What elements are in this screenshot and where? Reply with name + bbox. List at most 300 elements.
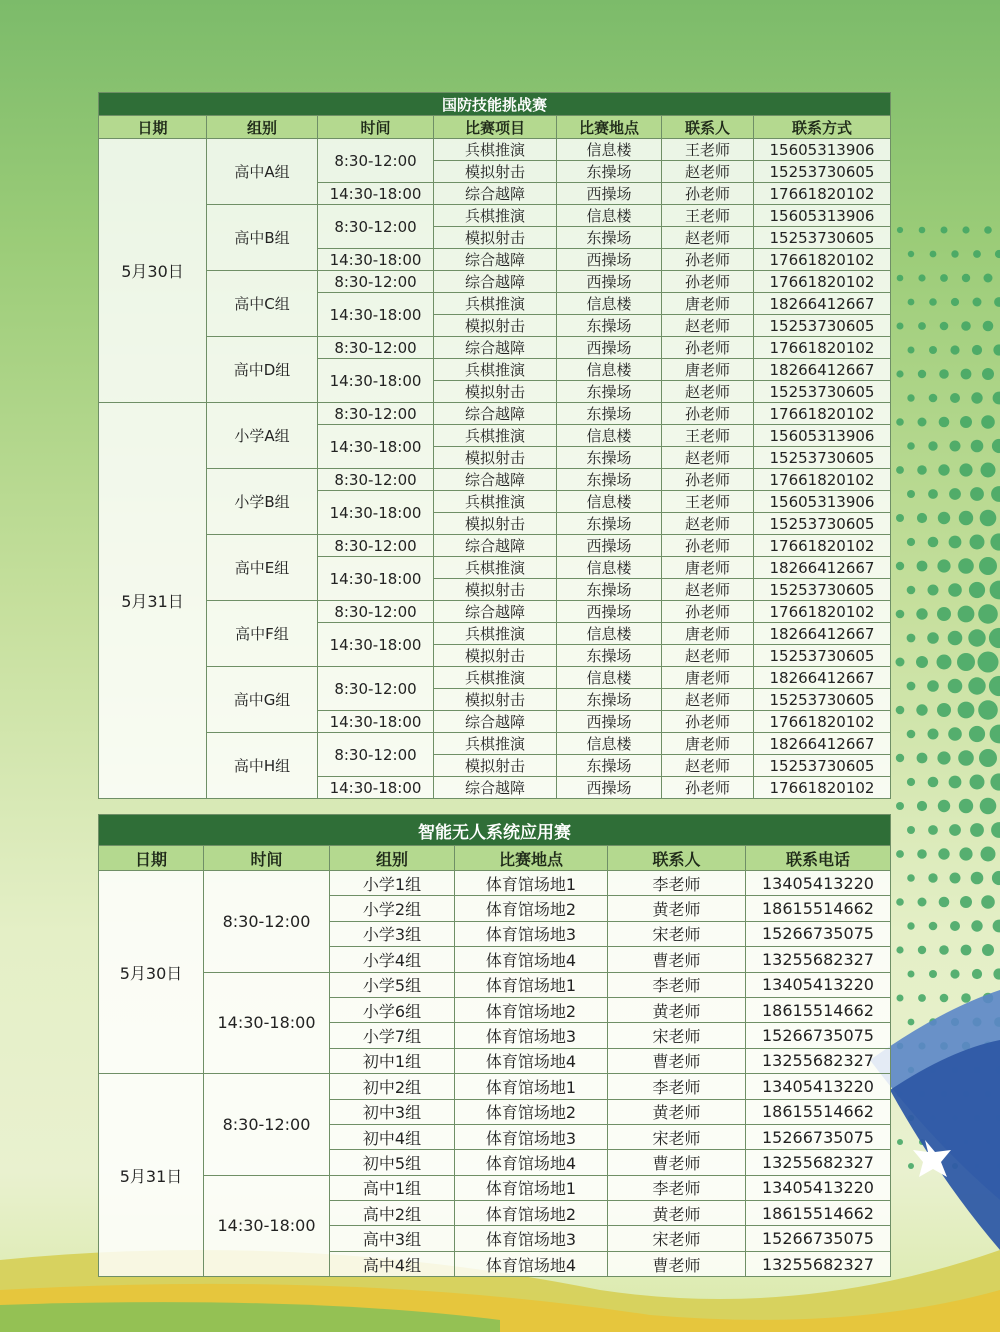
column-header: 比赛项目 — [434, 116, 557, 139]
decor-dot — [978, 652, 999, 673]
table-row — [99, 469, 891, 491]
decor-dot — [962, 226, 969, 233]
decor-dot — [961, 993, 971, 1003]
decor-dot — [950, 345, 959, 354]
contact-cell: 唐老师 — [662, 733, 754, 755]
contact-cell: 赵老师 — [662, 689, 754, 711]
table-row — [99, 403, 891, 425]
decor-dot — [928, 537, 939, 548]
event-cell: 综合越障 — [434, 403, 557, 425]
decor-dot — [971, 872, 984, 885]
decor-dot — [907, 826, 915, 834]
contact-cell: 孙老师 — [662, 249, 754, 271]
decor-dot — [916, 704, 927, 715]
decor-dot — [940, 994, 949, 1003]
contact-cell: 赵老师 — [662, 645, 754, 667]
date-cell: 5月31日 — [99, 403, 207, 799]
group-cell: 小学B组 — [207, 469, 318, 535]
decor-dot — [896, 850, 904, 858]
location-cell: 西操场 — [557, 777, 662, 799]
location-cell: 体育馆场地1 — [455, 1175, 608, 1200]
phone-cell: 13405413220 — [746, 1175, 891, 1200]
decor-dot — [961, 321, 971, 331]
decor-dot — [940, 274, 948, 282]
decor-dot — [896, 802, 904, 810]
location-cell: 体育馆场地2 — [455, 997, 608, 1022]
phone-cell: 15253730605 — [754, 689, 891, 711]
decor-dot — [928, 441, 937, 450]
contact-cell: 唐老师 — [662, 667, 754, 689]
contact-cell: 李老师 — [608, 1074, 746, 1099]
time-cell: 14:30-18:00 — [204, 1175, 330, 1277]
time-cell: 14:30-18:00 — [318, 425, 434, 469]
decor-dot — [981, 847, 996, 862]
group-cell: 高中E组 — [207, 535, 318, 601]
decor-dot — [984, 226, 992, 234]
contact-cell: 孙老师 — [662, 403, 754, 425]
decor-dot — [972, 345, 982, 355]
decor-dot — [973, 250, 981, 258]
decor-dot — [908, 347, 915, 354]
decor-dot — [916, 608, 927, 619]
location-cell: 西操场 — [557, 711, 662, 733]
event-cell: 兵棋推演 — [434, 623, 557, 645]
decor-dot — [938, 800, 950, 812]
decor-dot — [970, 823, 984, 837]
event-cell: 综合越障 — [434, 249, 557, 271]
decor-dot — [908, 1163, 914, 1169]
decor-dot — [973, 298, 982, 307]
event-cell: 综合越障 — [434, 271, 557, 293]
decor-dot — [917, 801, 927, 811]
contact-cell: 曹老师 — [608, 1048, 746, 1073]
phone-cell: 15253730605 — [754, 381, 891, 403]
decor-dot — [958, 702, 975, 719]
location-cell: 西操场 — [557, 183, 662, 205]
decor-dot — [948, 631, 963, 646]
decor-dot — [938, 848, 949, 859]
phone-cell: 15253730605 — [754, 513, 891, 535]
phone-cell: 18615514662 — [746, 997, 891, 1022]
decor-dot — [907, 922, 914, 929]
decor-dot — [896, 514, 904, 522]
phone-cell: 15605313906 — [754, 205, 891, 227]
decor-dot — [992, 871, 1000, 885]
group-cell: 初中2组 — [330, 1074, 455, 1099]
decor-dot — [930, 251, 937, 258]
contact-cell: 黄老师 — [608, 997, 746, 1022]
contact-cell: 赵老师 — [662, 381, 754, 403]
decor-dot — [908, 971, 915, 978]
phone-cell: 13255682327 — [746, 1150, 891, 1175]
column-header: 时间 — [318, 116, 434, 139]
decor-dot — [993, 392, 1000, 405]
decor-dot — [937, 703, 951, 717]
time-cell: 8:30-12:00 — [204, 871, 330, 973]
table-row — [99, 871, 891, 896]
decor-dot — [937, 655, 952, 670]
location-cell: 体育馆场地2 — [455, 896, 608, 921]
decor-dot — [896, 706, 905, 715]
phone-cell: 18266412667 — [754, 359, 891, 381]
location-cell: 体育馆场地3 — [455, 1023, 608, 1048]
decor-dot — [948, 727, 962, 741]
phone-cell: 15266735075 — [746, 1124, 891, 1149]
event-cell: 兵棋推演 — [434, 293, 557, 315]
location-cell: 体育馆场地4 — [455, 947, 608, 972]
phone-cell: 18266412667 — [754, 293, 891, 315]
date-cell: 5月31日 — [99, 1074, 204, 1277]
location-cell: 西操场 — [557, 249, 662, 271]
decor-dot — [939, 369, 949, 379]
contact-cell: 孙老师 — [662, 601, 754, 623]
phone-cell: 15253730605 — [754, 645, 891, 667]
location-cell: 东操场 — [557, 447, 662, 469]
location-cell: 体育馆场地1 — [455, 1074, 608, 1099]
contact-cell: 赵老师 — [662, 315, 754, 337]
decor-dot — [979, 749, 997, 767]
table1-title: 国防技能挑战赛 — [99, 93, 891, 116]
decor-dot — [989, 628, 1000, 648]
decor-dot — [995, 250, 1000, 258]
phone-cell: 15253730605 — [754, 755, 891, 777]
event-cell: 兵棋推演 — [434, 205, 557, 227]
decor-dot — [958, 606, 975, 623]
table-row — [99, 1175, 891, 1200]
group-cell: 小学5组 — [330, 972, 455, 997]
group-cell: 初中1组 — [330, 1048, 455, 1073]
decor-dot — [928, 585, 939, 596]
decor-dot — [990, 533, 1000, 550]
decor-dot — [940, 322, 949, 331]
location-cell: 信息楼 — [557, 623, 662, 645]
decor-dot — [937, 559, 950, 572]
decor-dot — [959, 799, 973, 813]
table2-title: 智能无人系统应用赛 — [99, 815, 891, 846]
contact-cell: 赵老师 — [662, 513, 754, 535]
decor-dot — [990, 581, 1000, 600]
location-cell: 东操场 — [557, 381, 662, 403]
decor-dot — [929, 298, 937, 306]
decor-dot — [959, 847, 972, 860]
decor-dot — [907, 442, 915, 450]
decor-dot — [939, 417, 950, 428]
phone-cell: 13405413220 — [746, 972, 891, 997]
decor-dot — [991, 822, 1000, 838]
time-cell: 8:30-12:00 — [318, 535, 434, 557]
decor-dot — [951, 250, 958, 257]
contact-cell: 孙老师 — [662, 183, 754, 205]
phone-cell: 18266412667 — [754, 623, 891, 645]
phone-cell: 13405413220 — [746, 871, 891, 896]
contact-cell: 孙老师 — [662, 711, 754, 733]
decor-dot — [993, 344, 1000, 355]
phone-cell: 17661820102 — [754, 271, 891, 293]
column-header: 组别 — [207, 116, 318, 139]
unmanned-system-schedule-table — [98, 814, 891, 1277]
time-cell: 8:30-12:00 — [318, 601, 434, 623]
decor-dot — [950, 969, 959, 978]
decor-dot — [991, 486, 1000, 502]
group-cell: 高中G组 — [207, 667, 318, 733]
contact-cell: 宋老师 — [608, 1124, 746, 1149]
decor-dot — [970, 487, 984, 501]
event-cell: 模拟射击 — [434, 755, 557, 777]
event-cell: 模拟射击 — [434, 645, 557, 667]
group-cell: 初中4组 — [330, 1124, 455, 1149]
decor-dot — [917, 849, 927, 859]
time-cell: 8:30-12:00 — [318, 139, 434, 183]
phone-cell: 18615514662 — [746, 1201, 891, 1226]
contact-cell: 赵老师 — [662, 755, 754, 777]
table-row — [99, 139, 891, 161]
decor-dot — [896, 418, 904, 426]
event-cell: 模拟射击 — [434, 689, 557, 711]
phone-cell: 15266735075 — [746, 921, 891, 946]
location-cell: 信息楼 — [557, 205, 662, 227]
phone-cell: 15253730605 — [754, 579, 891, 601]
group-cell: 初中3组 — [330, 1099, 455, 1124]
decor-dot — [928, 825, 938, 835]
decor-dot — [917, 753, 928, 764]
group-cell: 高中C组 — [207, 271, 318, 337]
time-cell: 8:30-12:00 — [318, 667, 434, 711]
location-cell: 东操场 — [557, 469, 662, 491]
phone-cell: 18266412667 — [754, 557, 891, 579]
decor-dot — [907, 586, 916, 595]
event-cell: 模拟射击 — [434, 513, 557, 535]
event-cell: 综合越障 — [434, 337, 557, 359]
contact-cell: 孙老师 — [662, 777, 754, 799]
decor-dot — [971, 920, 982, 931]
decor-dot — [982, 944, 994, 956]
location-cell: 东操场 — [557, 579, 662, 601]
column-header: 日期 — [99, 116, 207, 139]
event-cell: 模拟射击 — [434, 579, 557, 601]
time-cell: 14:30-18:00 — [318, 557, 434, 601]
phone-cell: 18615514662 — [746, 1099, 891, 1124]
decor-dot — [949, 776, 962, 789]
contact-cell: 王老师 — [662, 139, 754, 161]
group-cell: 小学3组 — [330, 921, 455, 946]
decor-dot — [896, 754, 904, 762]
location-cell: 西操场 — [557, 535, 662, 557]
location-cell: 东操场 — [557, 161, 662, 183]
decor-dot — [928, 777, 939, 788]
decor-dot — [896, 562, 904, 570]
decor-dot — [917, 465, 927, 475]
group-cell: 高中H组 — [207, 733, 318, 799]
contact-cell: 唐老师 — [662, 623, 754, 645]
contact-cell: 孙老师 — [662, 337, 754, 359]
date-cell: 5月30日 — [99, 871, 204, 1074]
location-cell: 西操场 — [557, 601, 662, 623]
phone-cell: 15605313906 — [754, 491, 891, 513]
phone-cell: 17661820102 — [754, 337, 891, 359]
phone-cell: 13255682327 — [746, 947, 891, 972]
column-header: 联系电话 — [746, 846, 891, 871]
decor-dot — [917, 513, 927, 523]
decor-dot — [897, 275, 904, 282]
contact-cell: 赵老师 — [662, 227, 754, 249]
event-cell: 兵棋推演 — [434, 667, 557, 689]
decor-dot — [937, 607, 951, 621]
time-cell: 8:30-12:00 — [318, 205, 434, 249]
column-header: 比赛地点 — [455, 846, 608, 871]
decor-dot — [958, 750, 974, 766]
contact-cell: 唐老师 — [662, 359, 754, 381]
group-cell: 小学A组 — [207, 403, 318, 469]
table-row — [99, 667, 891, 689]
event-cell: 模拟射击 — [434, 161, 557, 183]
time-cell: 14:30-18:00 — [318, 777, 434, 799]
decor-dot — [907, 778, 915, 786]
group-cell: 高中1组 — [330, 1175, 455, 1200]
decor-dot — [951, 298, 959, 306]
location-cell: 体育馆场地4 — [455, 1048, 608, 1073]
table-row — [99, 733, 891, 755]
decor-dot — [959, 463, 972, 476]
phone-cell: 15605313906 — [754, 425, 891, 447]
decor-dot — [918, 418, 927, 427]
column-header: 联系方式 — [754, 116, 891, 139]
decor-dot — [896, 610, 905, 619]
decor-dot — [981, 415, 995, 429]
group-cell: 小学6组 — [330, 997, 455, 1022]
decor-dot — [968, 677, 985, 694]
location-cell: 西操场 — [557, 271, 662, 293]
decor-dot — [896, 466, 904, 474]
event-cell: 综合越障 — [434, 601, 557, 623]
group-cell: 小学1组 — [330, 871, 455, 896]
decor-dot — [907, 730, 916, 739]
event-cell: 综合越障 — [434, 711, 557, 733]
phone-cell: 15253730605 — [754, 227, 891, 249]
location-cell: 西操场 — [557, 337, 662, 359]
group-cell: 高中F组 — [207, 601, 318, 667]
decor-dot — [907, 874, 915, 882]
contact-cell: 黄老师 — [608, 896, 746, 921]
decor-dot — [917, 561, 928, 572]
location-cell: 信息楼 — [557, 293, 662, 315]
column-header: 时间 — [204, 846, 330, 871]
event-cell: 兵棋推演 — [434, 557, 557, 579]
contact-cell: 曹老师 — [608, 1251, 746, 1276]
group-cell: 高中3组 — [330, 1226, 455, 1251]
time-cell: 8:30-12:00 — [318, 403, 434, 425]
event-cell: 综合越障 — [434, 469, 557, 491]
decor-dot — [938, 512, 950, 524]
decor-dot — [980, 510, 997, 527]
decor-dot — [918, 274, 925, 281]
location-cell: 信息楼 — [557, 425, 662, 447]
decor-dot — [971, 392, 982, 403]
phone-cell: 13255682327 — [746, 1048, 891, 1073]
phone-cell: 15253730605 — [754, 161, 891, 183]
location-cell: 信息楼 — [557, 557, 662, 579]
location-cell: 体育馆场地3 — [455, 1226, 608, 1251]
unmanned-system-table-wrap — [98, 814, 891, 1277]
contact-cell: 黄老师 — [608, 1201, 746, 1226]
column-header: 联系人 — [608, 846, 746, 871]
group-cell: 小学2组 — [330, 896, 455, 921]
phone-cell: 17661820102 — [754, 249, 891, 271]
event-cell: 综合越障 — [434, 777, 557, 799]
decor-dot — [992, 439, 1000, 453]
column-header: 组别 — [330, 846, 455, 871]
phone-cell: 15253730605 — [754, 447, 891, 469]
decor-dot — [897, 227, 903, 233]
contact-cell: 王老师 — [662, 491, 754, 513]
location-cell: 东操场 — [557, 645, 662, 667]
decor-dot — [958, 558, 974, 574]
group-cell: 高中D组 — [207, 337, 318, 403]
decor-dot — [918, 994, 926, 1002]
decor-dot — [984, 274, 993, 283]
location-cell: 信息楼 — [557, 139, 662, 161]
contact-cell: 唐老师 — [662, 557, 754, 579]
decor-dot — [989, 676, 1000, 696]
contact-cell: 孙老师 — [662, 271, 754, 293]
event-cell: 兵棋推演 — [434, 491, 557, 513]
table-row — [99, 601, 891, 623]
phone-cell: 17661820102 — [754, 601, 891, 623]
decor-dot — [970, 775, 985, 790]
location-cell: 信息楼 — [557, 359, 662, 381]
table-row — [99, 535, 891, 557]
decor-dot — [978, 700, 998, 720]
time-cell: 8:30-12:00 — [318, 469, 434, 491]
decor-dot — [979, 557, 997, 575]
time-cell: 14:30-18:00 — [318, 623, 434, 667]
decor-dot — [993, 968, 1000, 979]
event-cell: 模拟射击 — [434, 227, 557, 249]
event-cell: 综合越障 — [434, 183, 557, 205]
decor-dot — [907, 634, 916, 643]
decor-dot — [897, 995, 904, 1002]
decor-dot — [970, 535, 985, 550]
group-cell: 初中5组 — [330, 1150, 455, 1175]
event-cell: 兵棋推演 — [434, 425, 557, 447]
phone-cell: 18266412667 — [754, 733, 891, 755]
decor-dot — [993, 920, 1000, 933]
location-cell: 东操场 — [557, 513, 662, 535]
group-cell: 高中4组 — [330, 1251, 455, 1276]
contact-cell: 赵老师 — [662, 579, 754, 601]
contact-cell: 黄老师 — [608, 1099, 746, 1124]
event-cell: 兵棋推演 — [434, 733, 557, 755]
decor-dot — [971, 440, 984, 453]
table-row — [99, 205, 891, 227]
phone-cell: 15266735075 — [746, 1226, 891, 1251]
group-cell: 高中A组 — [207, 139, 318, 205]
time-cell: 14:30-18:00 — [318, 491, 434, 535]
phone-cell: 17661820102 — [754, 535, 891, 557]
decor-dot — [907, 682, 916, 691]
location-cell: 体育馆场地4 — [455, 1251, 608, 1276]
location-cell: 东操场 — [557, 227, 662, 249]
location-cell: 体育馆场地3 — [455, 1124, 608, 1149]
contact-cell: 李老师 — [608, 871, 746, 896]
location-cell: 体育馆场地1 — [455, 972, 608, 997]
contact-cell: 赵老师 — [662, 447, 754, 469]
decor-dot — [950, 873, 961, 884]
location-cell: 信息楼 — [557, 667, 662, 689]
decor-dot — [948, 679, 963, 694]
contact-cell: 孙老师 — [662, 535, 754, 557]
decor-dot — [941, 227, 948, 234]
phone-cell: 17661820102 — [754, 183, 891, 205]
